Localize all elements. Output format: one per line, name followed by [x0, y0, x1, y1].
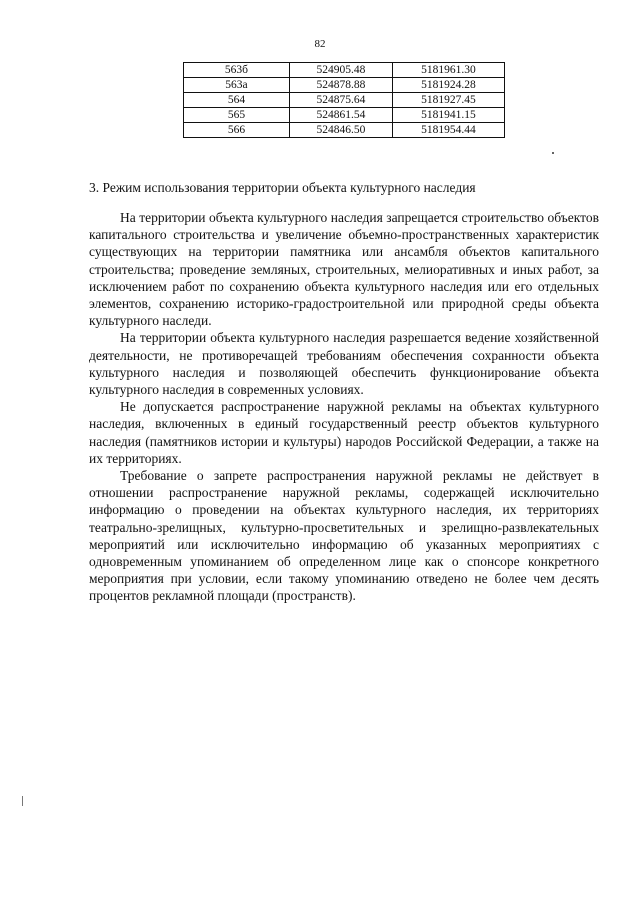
- x-coordinate-cell: 524878.88: [289, 78, 392, 93]
- section-body: [89, 209, 599, 605]
- table-row: [184, 123, 505, 138]
- point-number-cell: 563а: [184, 78, 290, 93]
- coordinates-table: [183, 62, 505, 138]
- y-coordinate-cell: 5181941.15: [392, 108, 504, 123]
- y-coordinate-cell: 5181954.44: [392, 123, 504, 138]
- scan-margin-mark: [22, 796, 23, 806]
- scan-speck: [552, 152, 554, 154]
- y-coordinate-cell: 5181961.30: [392, 63, 504, 78]
- paragraph-prohibitions: На территории объекта культурного наследия запрещается строительство объектов капитального строительства и увеличение объемно-пространственных характеристик существующих на территории памятника или ансамбля объектов капитального строительства; проведение земляных, строительных, мелиоративных и иных работ, за исключением работ по сохранению объекта культурного наследия или его отдельных элементов, сохранению историко-градостроительной или природной среды объекта культурного наследи.: [89, 210, 599, 329]
- x-coordinate-cell: 524875.64: [289, 93, 392, 108]
- table-row: [184, 93, 505, 108]
- point-number-cell: 565: [184, 108, 290, 123]
- paragraph-permitted-activity: На территории объекта культурного наследия разрешается ведение хозяйственной деятельности, не противоречащей требованиям обеспечения сохранности объекта культурного наследия и позволяющей обеспечить функционирование объекта культурного наследия в современных условиях.: [89, 330, 599, 398]
- point-number-cell: 566: [184, 123, 290, 138]
- y-coordinate-cell: 5181927.45: [392, 93, 504, 108]
- x-coordinate-cell: 524905.48: [289, 63, 392, 78]
- table-row: [184, 78, 505, 93]
- point-number-cell: 564: [184, 93, 290, 108]
- section-heading: 3. Режим использования территории объекта культурного наследия: [89, 180, 476, 195]
- x-coordinate-cell: 524846.50: [289, 123, 392, 138]
- x-coordinate-cell: 524861.54: [289, 108, 392, 123]
- paragraph-advertising-ban: Не допускается распространение наружной рекламы на объектах культурного наследия, включенных в единый государственный реестр объектов культурного наследия (памятников истории и культуры) народов Российской Федерации, а также на их территориях.: [89, 399, 599, 466]
- page-number: 82: [314, 38, 326, 50]
- table-row: [184, 63, 505, 78]
- paragraph-advertising-exception: Требование о запрете распространения наружной рекламы не действует в отношении распространение наружной рекламы, содержащей исключительно информацию о проведении на объектах культурного наследия, их территориях театрально-зрелищных, культурно-просветительных и зрелищно-развлекательных мероприятий или исключительно информацию об указанных мероприятиях с одновременным упоминанием об определенном лице как о спонсоре конкретного мероприятия при условии, если такому упоминанию отведено не более чем десять процентов рекламной площади (пространств).: [89, 468, 599, 604]
- point-number-cell: 563б: [184, 63, 290, 78]
- y-coordinate-cell: 5181924.28: [392, 78, 504, 93]
- table-row: [184, 108, 505, 123]
